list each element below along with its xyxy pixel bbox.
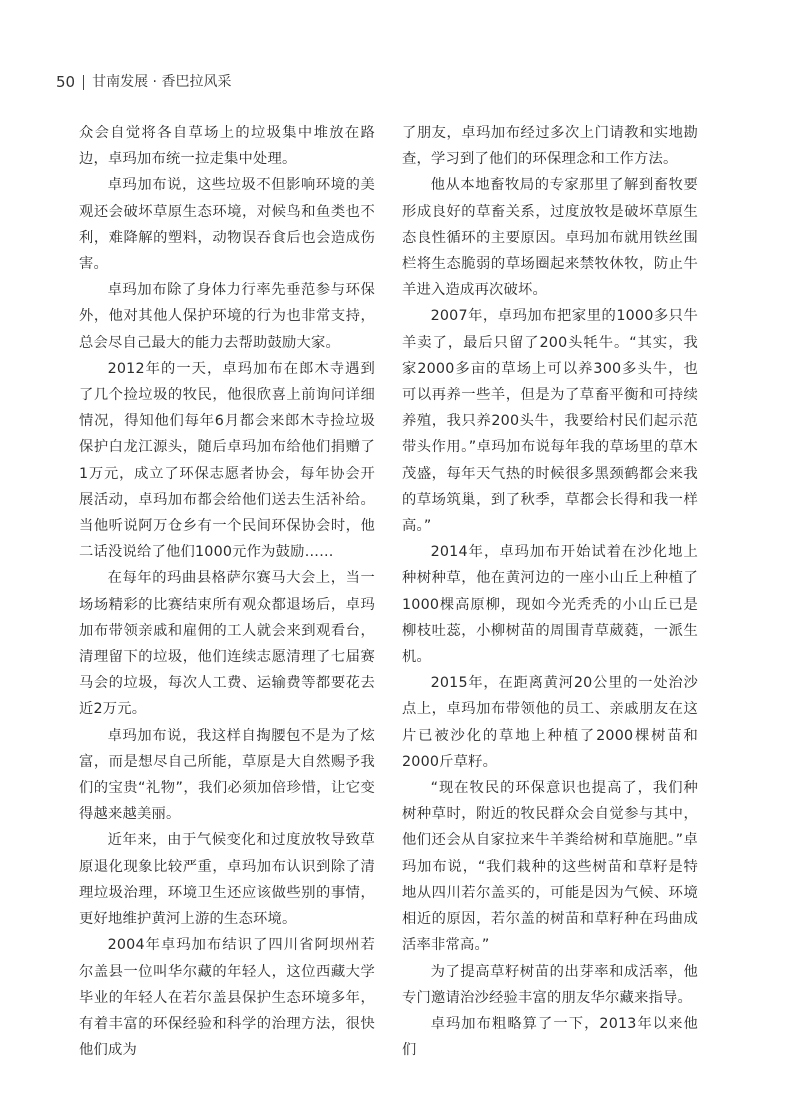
paragraph: 卓玛加布粗略算了一下，2013年以来他们 <box>402 1015 698 1059</box>
running-header <box>56 73 231 91</box>
paragraph: 2012年的一天，卓玛加布在郎木寺遇到了几个捡垃圾的牧民，他很欣喜上前询问详细情况，得知他们每年6月都会来郎木寺捡垃圾保护白龙江源头，随后卓玛加布给他们捐赠了1万元，成立了环保志愿者协会，每年协会开展活动，卓玛加布都会给他们送去生活补给。当他听说阿万仓乡有一个民间环保协会时，他二话没说给了他们1000元作为鼓励…… <box>79 360 375 561</box>
page-number: 50 <box>56 73 76 91</box>
section-title: 甘南发展 · 香巴拉风采 <box>92 74 232 90</box>
header-divider <box>83 75 84 90</box>
paragraph: 2007年，卓玛加布把家里的1000多只牛羊卖了，最后只留了200头牦牛。“其实，我家2000多亩的草场上可以养300多头牛，也可以再养一些羊，但是为了草畜平衡和可持续养殖，我只养200头牛，我要给村民们起示范带头作用。”卓玛加布说每年我的草场里的草木茂盛，每年天气热的时候很多黑颈鹤都会来我的草场筑巢，到了秋季，草都会长得和我一样高。” <box>402 308 698 535</box>
paragraph: 2015年，在距离黄河20公里的一处治沙点上，卓玛加布带领他的员工、亲戚朋友在这片已被沙化的草地上种植了2000棵树苗和2000斤草籽。 <box>402 675 698 770</box>
paragraph: 2014年，卓玛加布开始试着在沙化地上种树种草，他在黄河边的一座小山丘上种植了1000棵高原柳，现如今光秃秃的小山丘已是柳枝吐蕊，小柳树苗的周围青草葳蕤，一派生机。 <box>402 544 698 666</box>
paragraph: 为了提高草籽树苗的出芽率和成活率，他专门邀请治沙经验丰富的朋友华尔藏来指导。 <box>402 963 698 1006</box>
paragraph: 近年来，由于气候变化和过度放牧导致草原退化现象比较严重，卓玛加布认识到除了清理垃圾治理，环境卫生还应该做些别的事情，更好地维护黄河上游的生态环境。 <box>79 832 375 928</box>
left-column <box>79 120 375 1063</box>
paragraph: 他从本地畜牧局的专家那里了解到畜牧要形成良好的草畜关系，过度放牧是破坏草原生态良性循环的主要原因。卓玛加布就用铁丝围栏将生态脆弱的草场圈起来禁牧休牧，防止牛羊进入造成再次破坏。 <box>402 177 698 299</box>
paragraph: 在每年的玛曲县格萨尔赛马大会上，当一场场精彩的比赛结束所有观众都退场后，卓玛加布带领亲戚和雇佣的工人就会来到观看台，清理留下的垃圾，他们连续志愿清理了七届赛马会的垃圾，每次人工费、运输费等都要花去近2万元。 <box>79 570 375 718</box>
paragraph: “现在牧民的环保意识也提高了，我们种树种草时，附近的牧民群众会自觉参与其中，他们还会从自家拉来牛羊粪给树和草施肥。”卓玛加布说，“我们栽种的这些树苗和草籽是特地从四川若尔盖买的，可能是因为气候、环境相近的原因，若尔盖的树苗和草籽种在玛曲成活率非常高。” <box>402 780 698 954</box>
right-column <box>402 120 698 1063</box>
paragraph: 卓玛加布说，这些垃圾不但影响环境的美观还会破坏草原生态环境，对候鸟和鱼类也不利，难降解的塑料，动物误吞食后也会造成伤害。 <box>79 177 375 273</box>
paragraph: 众会自觉将各自草场上的垃圾集中堆放在路边，卓玛加布统一拉走集中处理。 <box>79 125 375 168</box>
paragraph: 了朋友，卓玛加布经过多次上门请教和实地勘查，学习到了他们的环保理念和工作方法。 <box>402 125 698 168</box>
paragraph: 卓玛加布除了身体力行率先垂范参与环保外，他对其他人保护环境的行为也非常支持，总会尽自己最大的能力去帮助鼓励大家。 <box>79 282 375 351</box>
paragraph: 卓玛加布说，我这样自掏腰包不是为了炫富，而是想尽自己所能，草原是大自然赐予我们的宝贵“礼物”，我们必须加倍珍惜，让它变得越来越美丽。 <box>79 727 375 823</box>
paragraph: 2004年卓玛加布结识了四川省阿坝州若尔盖县一位叫华尔藏的年轻人，这位西藏大学毕业的年轻人在若尔盖县保护生态环境多年，有着丰富的环保经验和科学的治理方法，很快他们成为 <box>79 937 375 1059</box>
